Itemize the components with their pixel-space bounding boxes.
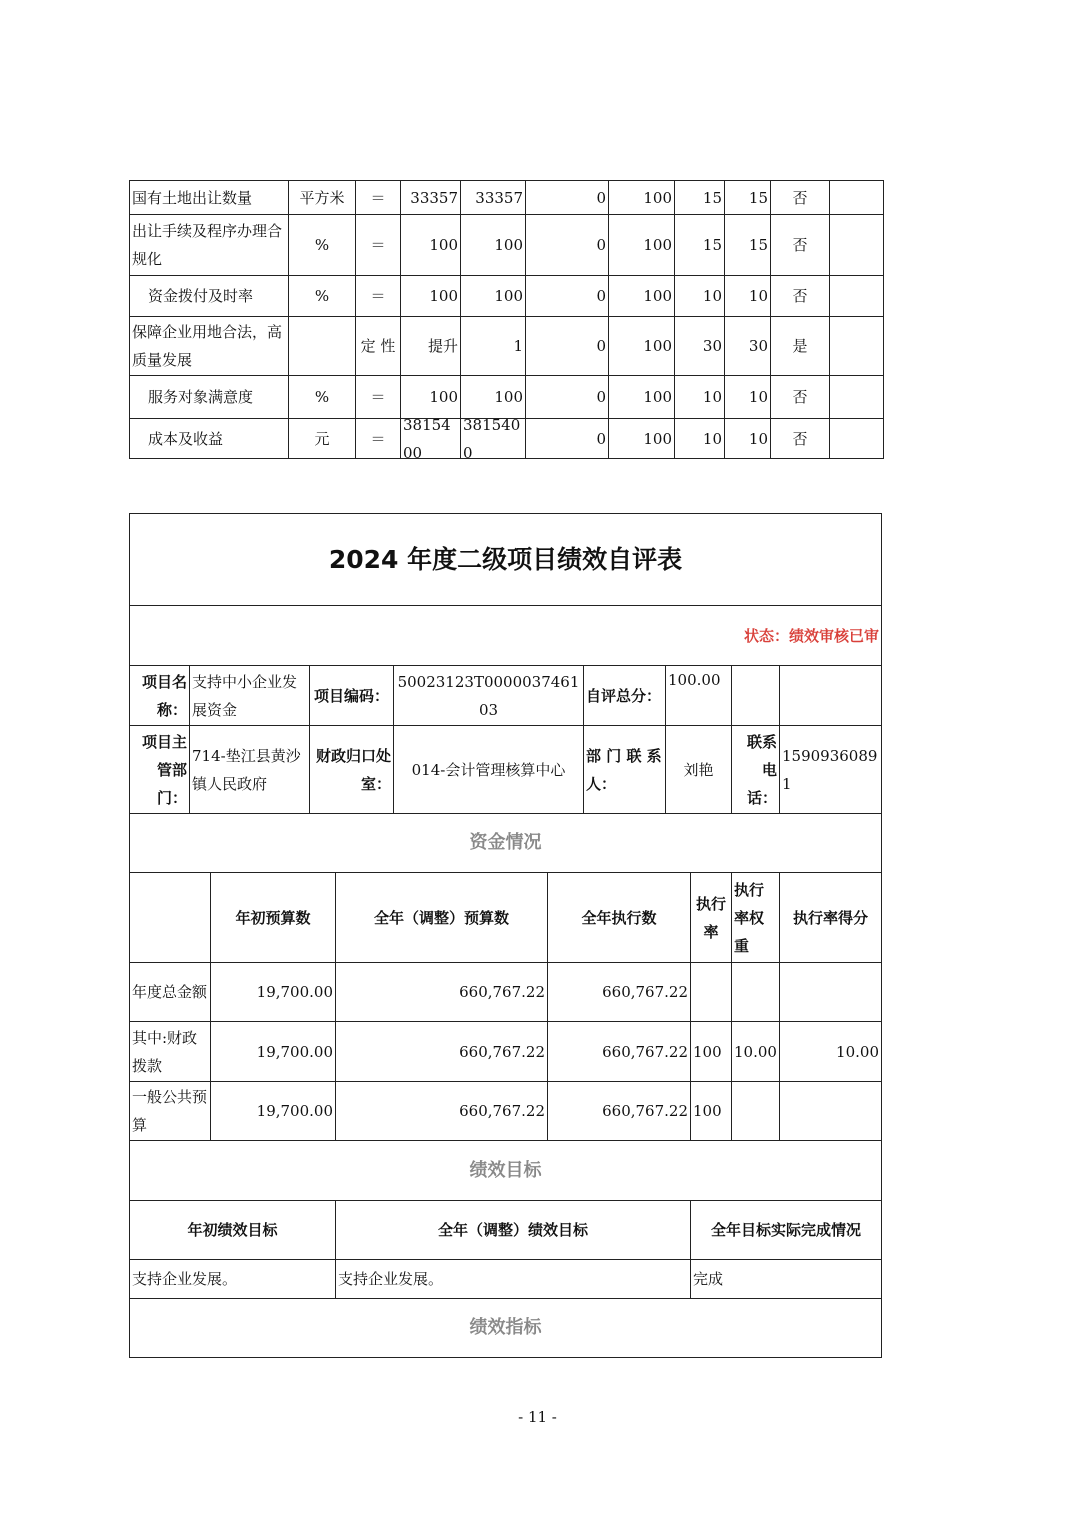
indicator-row-cell [674,180,725,215]
indicator-row-cell [608,275,675,317]
cell-text: 0 [596,337,606,355]
info-cell [189,725,310,814]
cell-text: 100 [429,236,458,254]
cell-text: 年初预算数 [235,908,311,927]
funds-header [731,872,780,963]
funds-cell [547,962,691,1022]
info-cell [129,665,190,726]
cell-text: 714-垫江县黄沙镇人民政府 [192,746,301,793]
indicator-row-cell [460,375,526,419]
cell-text: 660,767.22 [602,1042,688,1061]
indicator-row-cell [525,316,609,376]
cell-text: 660,767.22 [602,1102,688,1120]
info-cell [779,725,882,814]
indicator-row-cell [460,275,526,317]
cell-text: 100.00 [668,671,721,689]
cell-text: 100 [643,388,672,406]
indicator-row-cell [525,275,609,317]
cell-text: % [314,287,330,305]
indicator-row-cell [288,180,356,215]
indicator-row-cell [724,275,771,317]
indicator-row-cell [608,375,675,419]
indicator-row-cell [288,418,356,459]
cell-text: % [314,388,330,406]
info-cell [731,665,780,726]
cell-text: 否 [792,429,808,448]
cell-text: 10 [748,287,768,305]
funds-cell [779,962,882,1022]
cell-text: 元 [314,429,330,448]
indicator-row-cell [829,418,884,459]
cell-text: 否 [792,388,808,406]
indicator-row-cell [400,275,461,317]
cell-text: 3815400 [463,418,521,459]
goals-cell [335,1259,691,1299]
cell-text: ＝ [370,429,386,448]
cell-text: 支持企业发展。 [338,1270,444,1288]
indicator-row-cell [770,418,830,459]
indicators-section-title [129,1298,882,1358]
goals-header [690,1200,882,1260]
funds-cell [690,1021,732,1082]
indicator-row-cell [829,214,884,276]
funds-header [547,872,691,963]
form-title [129,513,882,606]
cell-text: 19,700.00 [256,1102,333,1120]
cell-text: 0 [596,429,606,448]
funds-cell [210,962,336,1022]
indicator-row-cell [829,375,884,419]
cell-text: 15 [702,188,722,207]
cell-text: 资金拨付及时率 [148,287,254,305]
indicator-row-cell [355,375,401,419]
cell-text: 出让手续及程序办理合规化 [132,222,283,268]
indicator-row-cell [129,418,289,459]
indicator-row-cell [724,375,771,419]
indicator-row-cell [724,180,771,215]
info-cell [393,665,584,726]
cell-text: 支持中小企业发展资金 [192,672,298,719]
info-cell [583,725,666,814]
cell-text: 100 [693,1102,722,1120]
funds-cell [210,1021,336,1082]
cell-text: 刘艳 [683,760,714,779]
cell-text: 资金情况 [469,832,542,853]
cell-text: 10 [748,388,768,406]
cell-text: 全年（调整）绩效目标 [437,1221,588,1239]
cell-text: 0 [596,388,606,406]
cell-text: 100 [643,429,672,448]
funds-cell [335,1081,548,1141]
cell-text: 项目名称： [141,672,187,719]
info-cell [189,665,310,726]
indicator-row-cell [129,375,289,419]
indicator-row-cell [129,214,289,276]
cell-text: 年初绩效目标 [187,1221,278,1239]
indicator-row-cell [355,180,401,215]
cell-text: 0 [596,188,606,207]
funds-cell [547,1021,691,1082]
cell-text: 100 [494,287,523,305]
indicator-row-cell [400,316,461,376]
funds-cell [547,1081,691,1141]
goals-cell [690,1259,882,1299]
cell-text: 33357 [475,188,523,207]
funds-cell [129,1081,211,1141]
cell-text: 执行率 [695,894,726,941]
cell-text: 15 [748,236,768,254]
cell-text: 0 [596,236,606,254]
indicator-row-cell [608,418,675,459]
cell-text: 10 [702,429,722,448]
cell-text: 绩效目标 [469,1159,542,1181]
info-cell [309,725,394,814]
indicator-row-cell [355,214,401,276]
info-cell [665,725,732,814]
funds-cell [731,962,780,1022]
indicator-row-cell [770,316,830,376]
funds-cell [690,962,732,1022]
indicator-row-cell [525,418,609,459]
info-cell [583,665,666,726]
indicator-row-cell [400,418,461,459]
cell-text: 财政归口处室： [315,746,391,793]
funds-header [210,872,336,963]
indicator-row-cell [770,214,830,276]
indicator-row-cell [724,214,771,276]
cell-text: 10.00 [836,1042,879,1061]
funds-cell [335,1021,548,1082]
cell-text: 100 [643,188,672,207]
cell-text: ＝ [370,388,386,406]
cell-text: 014-会计管理核算中心 [411,760,566,779]
funds-cell [335,962,548,1022]
indicator-row-cell [355,316,401,376]
indicator-row-cell [400,375,461,419]
indicator-row-cell [288,275,356,317]
cell-text: 2024 年度二级项目绩效自评表 [328,544,683,574]
indicator-row-cell [829,180,884,215]
cell-text: 100 [494,388,523,406]
info-cell [129,725,190,814]
indicator-row-cell [355,418,401,459]
cell-text: 年度总金额 [132,983,208,1001]
cell-text: 是 [792,337,808,355]
cell-text: 项目主管部门： [141,732,187,807]
cell-text: ＝ [370,287,386,305]
cell-text: 50023123T000003746103 [397,672,580,719]
cell-text: 0 [596,287,606,305]
indicator-row-cell [829,275,884,317]
cell-text: 660,767.22 [459,983,545,1001]
cell-text: 3815400 [403,418,451,459]
indicator-row-cell [724,418,771,459]
cell-text: 否 [792,188,808,207]
goals-header [129,1200,336,1260]
indicator-row-cell [608,214,675,276]
cell-text: 项目编码： [313,686,389,705]
cell-text: 全年目标实际完成情况 [710,1221,861,1239]
indicator-row-cell [460,316,526,376]
cell-text: 支持企业发展。 [132,1270,238,1288]
indicator-row-cell [674,418,725,459]
cell-text: 成本及收益 [148,429,224,448]
info-cell [393,725,584,814]
indicator-row-cell [129,180,289,215]
cell-text: 1 [513,337,523,355]
cell-text: 10 [702,388,722,406]
cell-text: 国有土地出让数量 [132,188,253,207]
indicator-row-cell [288,214,356,276]
cell-text: 自评总分： [586,686,662,705]
indicator-row-cell [770,180,830,215]
indicator-row-cell [674,275,725,317]
cell-text: 执行率得分 [792,908,868,927]
cell-text: 100 [429,388,458,406]
cell-text: 33357 [410,188,458,207]
indicator-row-cell [674,214,725,276]
cell-text: 100 [643,287,672,305]
cell-text: 定 性 [360,337,396,355]
indicator-row-cell [129,316,289,376]
indicator-row-cell [608,180,675,215]
cell-text: 服务对象满意度 [148,388,254,406]
cell-text: 100 [643,337,672,355]
cell-text: 10 [748,429,768,448]
funds-cell [731,1081,780,1141]
indicator-row-cell [460,418,526,459]
info-cell [309,665,394,726]
funds-header [779,872,882,963]
cell-text: 660,767.22 [459,1102,545,1120]
funds-cell [779,1081,882,1141]
funds-cell [731,1021,780,1082]
indicator-row-cell [288,375,356,419]
cell-text: 完成 [693,1270,724,1288]
funds-section-title [129,813,882,873]
page-number: - 11 - [518,1408,557,1426]
cell-text: 否 [792,287,808,305]
cell-text: 15 [748,188,768,207]
funds-cell [690,1081,732,1141]
indicator-row-cell [288,316,356,376]
indicator-row-cell [525,214,609,276]
cell-text: 绩效指标 [469,1317,542,1338]
cell-text: 100 [494,236,523,254]
cell-text: ＝ [370,188,386,207]
indicator-row-cell [460,214,526,276]
cell-text: 平方米 [299,188,345,207]
indicator-row-cell [400,180,461,215]
cell-text: 19,700.00 [256,1042,333,1061]
indicator-row-cell [674,316,725,376]
indicator-row-cell [674,375,725,419]
funds-cell [129,1021,211,1082]
cell-text: 联系电话： [746,732,777,807]
info-cell [731,725,780,814]
funds-cell [210,1081,336,1141]
cell-text: 状态：绩效审核已审 [743,626,879,645]
cell-text: 19,700.00 [256,983,333,1001]
cell-text: 10.00 [734,1042,777,1061]
cell-text: 其中:财政拨款 [132,1028,198,1075]
funds-header [129,872,211,963]
cell-text: % [314,236,330,254]
status-text [129,605,882,666]
cell-text: 10 [702,287,722,305]
funds-cell [779,1021,882,1082]
cell-text: 100 [643,236,672,254]
cell-text: 部 门 联 系 人： [586,746,662,793]
cell-text: 30 [748,337,768,355]
cell-text: 全年（调整）预算数 [373,908,509,927]
indicator-row-cell [724,316,771,376]
cell-text: 15 [702,236,722,254]
cell-text: 提升 [427,337,458,355]
cell-text: 否 [792,236,808,254]
cell-text: 执行率权重 [734,880,765,955]
goals-section-title [129,1140,882,1201]
info-cell [779,665,882,726]
info-cell [665,665,732,726]
cell-text: 100 [693,1042,722,1061]
indicator-row-cell [770,375,830,419]
cell-text: ＝ [370,236,386,254]
indicator-row-cell [129,275,289,317]
goals-cell [129,1259,336,1299]
cell-text: 15909360891 [782,746,878,793]
cell-text: 全年执行数 [581,908,657,927]
indicator-row-cell [829,316,884,376]
indicator-row-cell [400,214,461,276]
cell-text: 100 [429,287,458,305]
funds-header [335,872,548,963]
indicator-row-cell [525,375,609,419]
indicator-row-cell [770,275,830,317]
cell-text: 660,767.22 [459,1042,545,1061]
funds-cell [129,962,211,1022]
indicator-row-cell [355,275,401,317]
cell-text: 一般公共预算 [132,1088,208,1134]
cell-text: 30 [702,337,722,355]
indicator-row-cell [608,316,675,376]
funds-header [690,872,732,963]
goals-header [335,1200,691,1260]
indicator-row-cell [460,180,526,215]
indicator-row-cell [525,180,609,215]
cell-text: 660,767.22 [602,983,688,1001]
cell-text: 保障企业用地合法，高质量发展 [132,323,283,369]
